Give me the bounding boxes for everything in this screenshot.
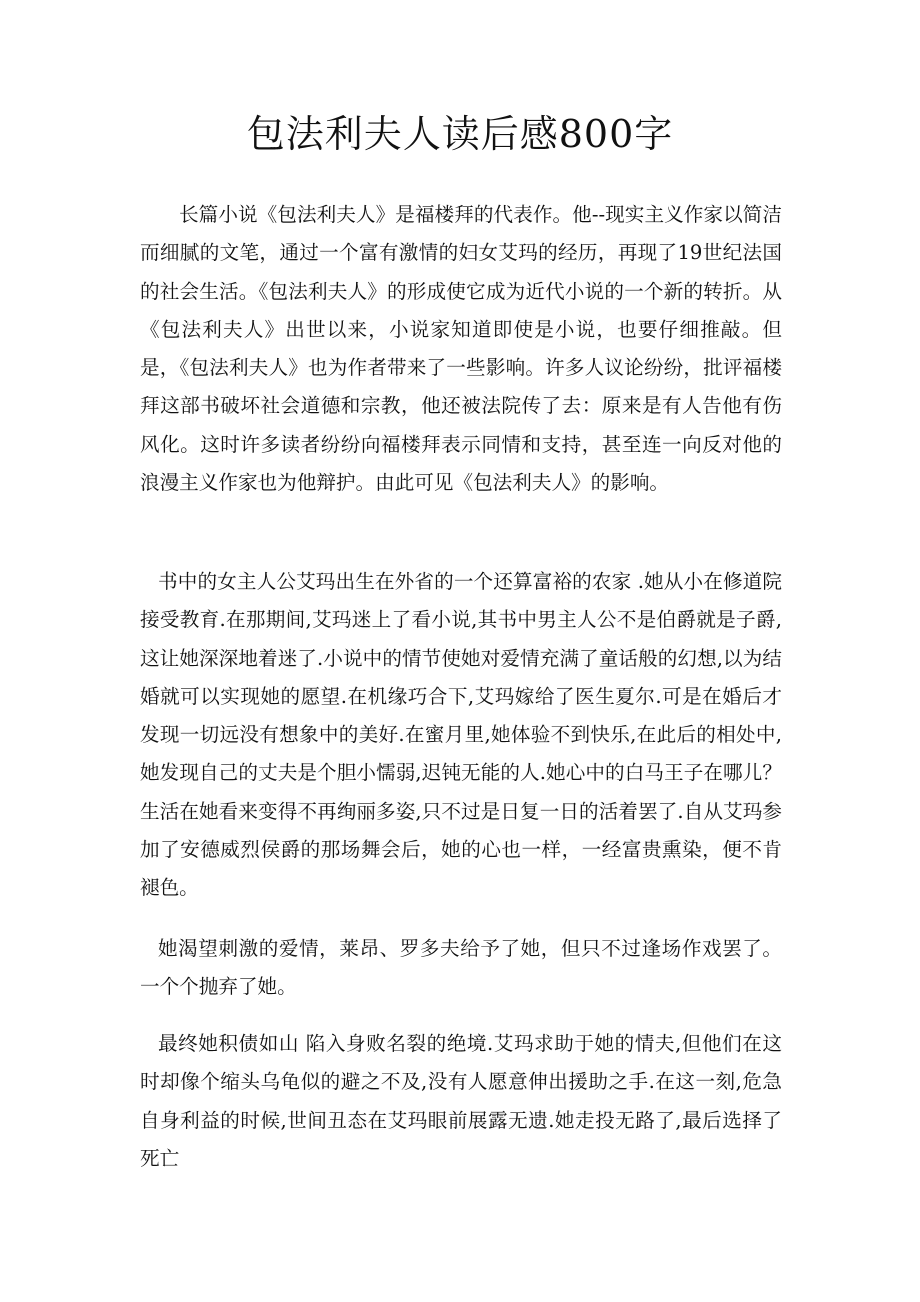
paragraph-intro: 长篇小说《包法利夫人》是福楼拜的代表作。他--现实主义作家以简洁而细腻的文笔，通过一个富有激情的妇女艾玛的经历，再现了19世纪法国的社会生活。《包法利夫人》的形成使它成为近代小说的一个新的转折。从《包法利夫人》出世以来，小说家知道即使是小说，也要仔细推敲。但是，《包法利夫人》也为作者带来了一些影响。许多人议论纷纷，批评福楼拜这部书破坏社会道德和宗教，他还被法院传了去：原来是有人告他有伤风化。这时许多读者纷纷向福楼拜表示同情和支持，甚至连一向反对他的浪漫主义作家也为他辩护。由此可见《包法利夫人》的影响。 (140, 203, 782, 495)
paragraph-heroine: 书中的女主人公艾玛出生在外省的一个还算富裕的农家 .她从小在修道院接受教育.在那期间,艾玛迷上了看小说,其书中男主人公不是伯爵就是子爵,这让她深深地着迷了.小说中的情节使她对爱情充满了童话般的幻想,以为结婚就可以实现她的愿望.在机缘巧合下,艾玛嫁给了医生夏尔.可是在婚后才发现一切远没有想象中的美好.在蜜月里,她体验不到快乐,在此后的相处中,她发现自己的丈夫是个胆小懦弱,迟钝无能的人.她心中的白马王子在哪儿？生活在她看来变得不再绚丽多姿,只不过是日复一日的活着罢了.自从艾玛参加了安德威烈侯爵的那场舞会后，她的心也一样，一经富贵熏染，便不肯褪色。 (140, 570, 782, 900)
document-title: 包法利夫人读后感800字 (246, 112, 674, 156)
paragraph-lovers: 她渴望刺激的爱情，莱昂、罗多夫给予了她，但只不过逢场作戏罢了。一个个抛弃了她。 (140, 937, 782, 999)
paragraph-ending: 最终她积债如山 陷入身败名裂的绝境.艾玛求助于她的情夫,但他们在这时却像个缩头乌龟似的避之不及,没有人愿意伸出援助之手.在这一刻,危急自身利益的时候,世间丑态在艾玛眼前展露无遗.她走投无路了,最后选择了死亡 (140, 1032, 782, 1170)
